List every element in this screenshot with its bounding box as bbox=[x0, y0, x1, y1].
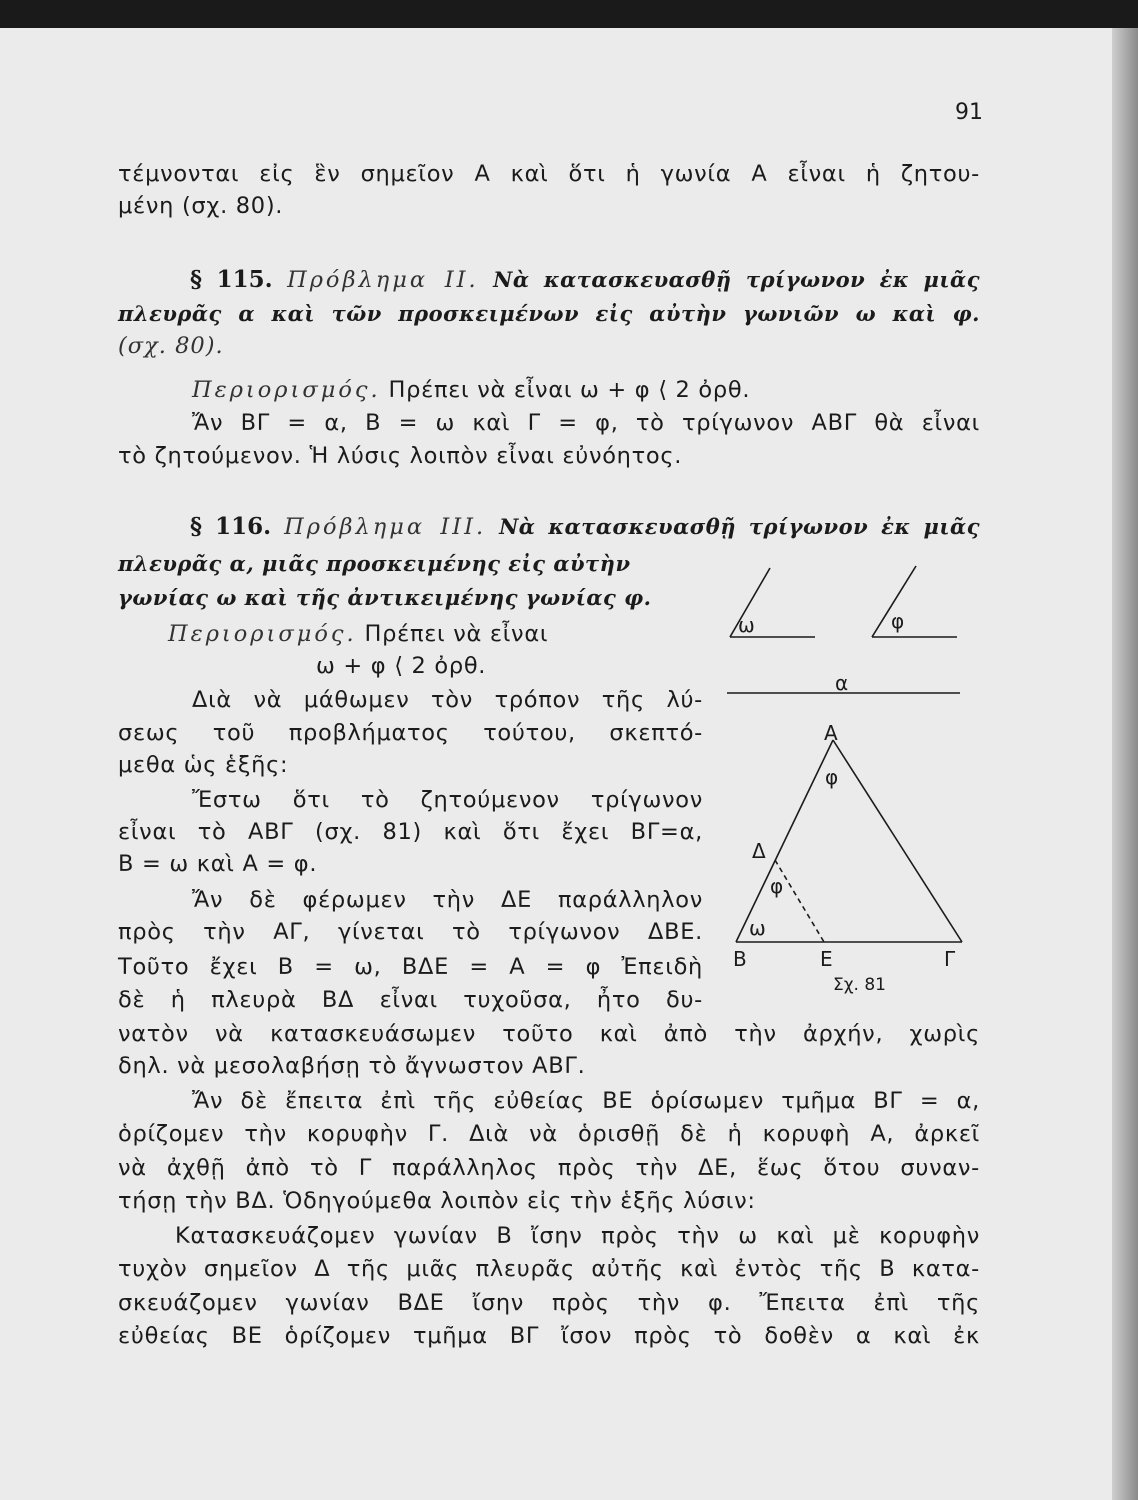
figure-reference: (σχ. 80). bbox=[118, 333, 224, 359]
constraint-label: Περιορισμός. bbox=[192, 377, 381, 403]
text-line: εὐθείας ΒΕ ὁρίζομεν τμῆμα ΒΓ ἴσον πρὸς τὸ δοθὲν α καὶ ἐκ bbox=[118, 1323, 980, 1349]
triangle-abg bbox=[736, 740, 962, 942]
vertex-d-label: Δ bbox=[752, 839, 766, 863]
text-line: τέμνονται εἰς ἓν σημεῖον Α καὶ ὅτι ἡ γωνία Α εἶναι ἡ ζητου- bbox=[118, 161, 980, 187]
text-line: τυχὸν σημεῖον Δ τῆς μιᾶς πλευρᾶς αὐτῆς καὶ ἐντὸς τῆς Β κατα- bbox=[118, 1256, 980, 1282]
constraint-text: Πρέπει νὰ εἶναι ω + φ ⟨ 2 ὀρθ. bbox=[388, 377, 751, 403]
angle-a-phi-label: φ bbox=[825, 765, 839, 789]
text-line: δὲ ἡ πλευρὰ ΒΔ εἶναι τυχοῦσα, ἦτο δυ- bbox=[118, 987, 703, 1013]
section-number: § 116. bbox=[190, 513, 272, 540]
text-line: Ἄν ΒΓ = α, Β = ω καὶ Γ = φ, τὸ τρίγωνον ΑΒΓ θὰ εἶναι bbox=[192, 410, 980, 436]
problem-title: Πρόβλημα ΙΙΙ. bbox=[284, 514, 487, 540]
side-ba bbox=[736, 740, 833, 942]
page-number: 91 bbox=[955, 100, 983, 125]
text-line: Τοῦτο ἔχει Β = ω, ΒΔΕ = Α = φ Ἐπειδὴ bbox=[118, 954, 703, 980]
angle-d-phi-label: φ bbox=[770, 874, 784, 898]
text-line: νὰ ἀχθῇ ἀπὸ τὸ Γ παράλληλος πρὸς τὴν ΔΕ, ἕως ὅτου συναν- bbox=[118, 1155, 980, 1181]
text-line: σεως τοῦ προβλήματος τούτου, σκεπτό- bbox=[118, 720, 703, 746]
text-line: δηλ. νὰ μεσολαβήσῃ τὸ ἄγνωστον ΑΒΓ. bbox=[118, 1053, 586, 1079]
constraint-text: Πρέπει νὰ εἶναι bbox=[364, 621, 549, 647]
problem-statement: γωνίας ω καὶ τῆς ἀντικειμένης γωνίας φ. bbox=[118, 585, 652, 610]
text-line: τὸ ζητούμενον. Ἡ λύσις λοιπὸν εἶναι εὐνόητος. bbox=[118, 443, 683, 469]
angle-omega-label: ω bbox=[738, 613, 755, 637]
text-line: Β = ω καὶ Α = φ. bbox=[118, 851, 318, 877]
text-line: μένη (σχ. 80). bbox=[118, 193, 284, 219]
segment-de bbox=[775, 860, 824, 942]
angle-phi-label: φ bbox=[891, 609, 905, 633]
text-line: Ἔστω ὅτι τὸ ζητούμενον τρίγωνον bbox=[192, 787, 703, 813]
problem-statement: πλευρᾶς α καὶ τῶν προσκειμένων εἰς αὐτὴν γωνιῶν ω καὶ φ. bbox=[118, 301, 980, 326]
text-line: Διὰ νὰ μάθωμεν τὸν τρόπον τῆς λύ- bbox=[192, 687, 703, 713]
text-line: Κατασκευάζομεν γωνίαν Β ἴσην πρὸς τὴν ω καὶ μὲ κορυφὴν bbox=[175, 1223, 980, 1249]
vertex-b-label: Β bbox=[733, 947, 747, 971]
vertex-e-label: Ε bbox=[820, 947, 833, 971]
text-line: εἶναι τὸ ΑΒΓ (σχ. 81) καὶ ὅτι ἔχει ΒΓ=α, bbox=[118, 819, 703, 845]
constraint-label: Περιορισμός. bbox=[168, 621, 357, 647]
vertex-a-label: Α bbox=[824, 721, 838, 745]
figure-caption: Σχ. 81 bbox=[833, 975, 887, 995]
problem-statement: πλευρᾶς α, μιᾶς προσκειμένης εἰς αὐτὴν bbox=[118, 551, 631, 576]
problem-title: Πρόβλημα ΙΙ. bbox=[287, 267, 479, 293]
text-line: Ἄν δὲ φέρωμεν τὴν ΔΕ παράλληλον bbox=[192, 887, 703, 913]
problem-statement: Νὰ κατασκευασθῇ τρίγωνον ἐκ μιᾶς bbox=[493, 267, 980, 292]
text-line: σκευάζομεν γωνίαν ΒΔΕ ἴσην πρὸς τὴν φ. Ἔπειτα ἐπὶ τῆς bbox=[118, 1290, 980, 1316]
constraint-formula: ω + φ ⟨ 2 ὀρθ. bbox=[316, 653, 487, 679]
angle-b-omega-label: ω bbox=[749, 916, 766, 940]
text-line: τήσῃ τὴν ΒΔ. Ὁδηγούμεθα λοιπὸν εἰς τὴν ἑξῆς λύσιν: bbox=[118, 1188, 756, 1214]
text-line: μεθα ὡς ἑξῆς: bbox=[118, 752, 289, 778]
text-line: πρὸς τὴν ΑΓ, γίνεται τὸ τρίγωνον ΔΒΕ. bbox=[118, 919, 703, 945]
problem-statement: Νὰ κατασκευασθῇ τρίγωνον ἐκ μιᾶς bbox=[499, 514, 980, 539]
angle-phi-figure bbox=[872, 566, 957, 637]
segment-alpha-label: α bbox=[835, 671, 849, 695]
text-line: Ἄν δὲ ἔπειτα ἐπὶ τῆς εὐθείας ΒΕ ὁρίσωμεν τμῆμα ΒΓ = α, bbox=[192, 1088, 980, 1114]
vertex-g-label: Γ bbox=[944, 947, 956, 971]
side-ag bbox=[833, 740, 962, 942]
section-number: § 115. bbox=[190, 266, 273, 293]
text-line: νατὸν νὰ κατασκευάσωμεν τοῦτο καὶ ἀπὸ τὴν ἀρχήν, χωρὶς bbox=[118, 1021, 980, 1047]
text-line: ὁρίζομεν τὴν κορυφὴν Γ. Διὰ νὰ ὁρισθῇ δὲ ἡ κορυφὴ Α, ἀρκεῖ bbox=[118, 1121, 980, 1147]
